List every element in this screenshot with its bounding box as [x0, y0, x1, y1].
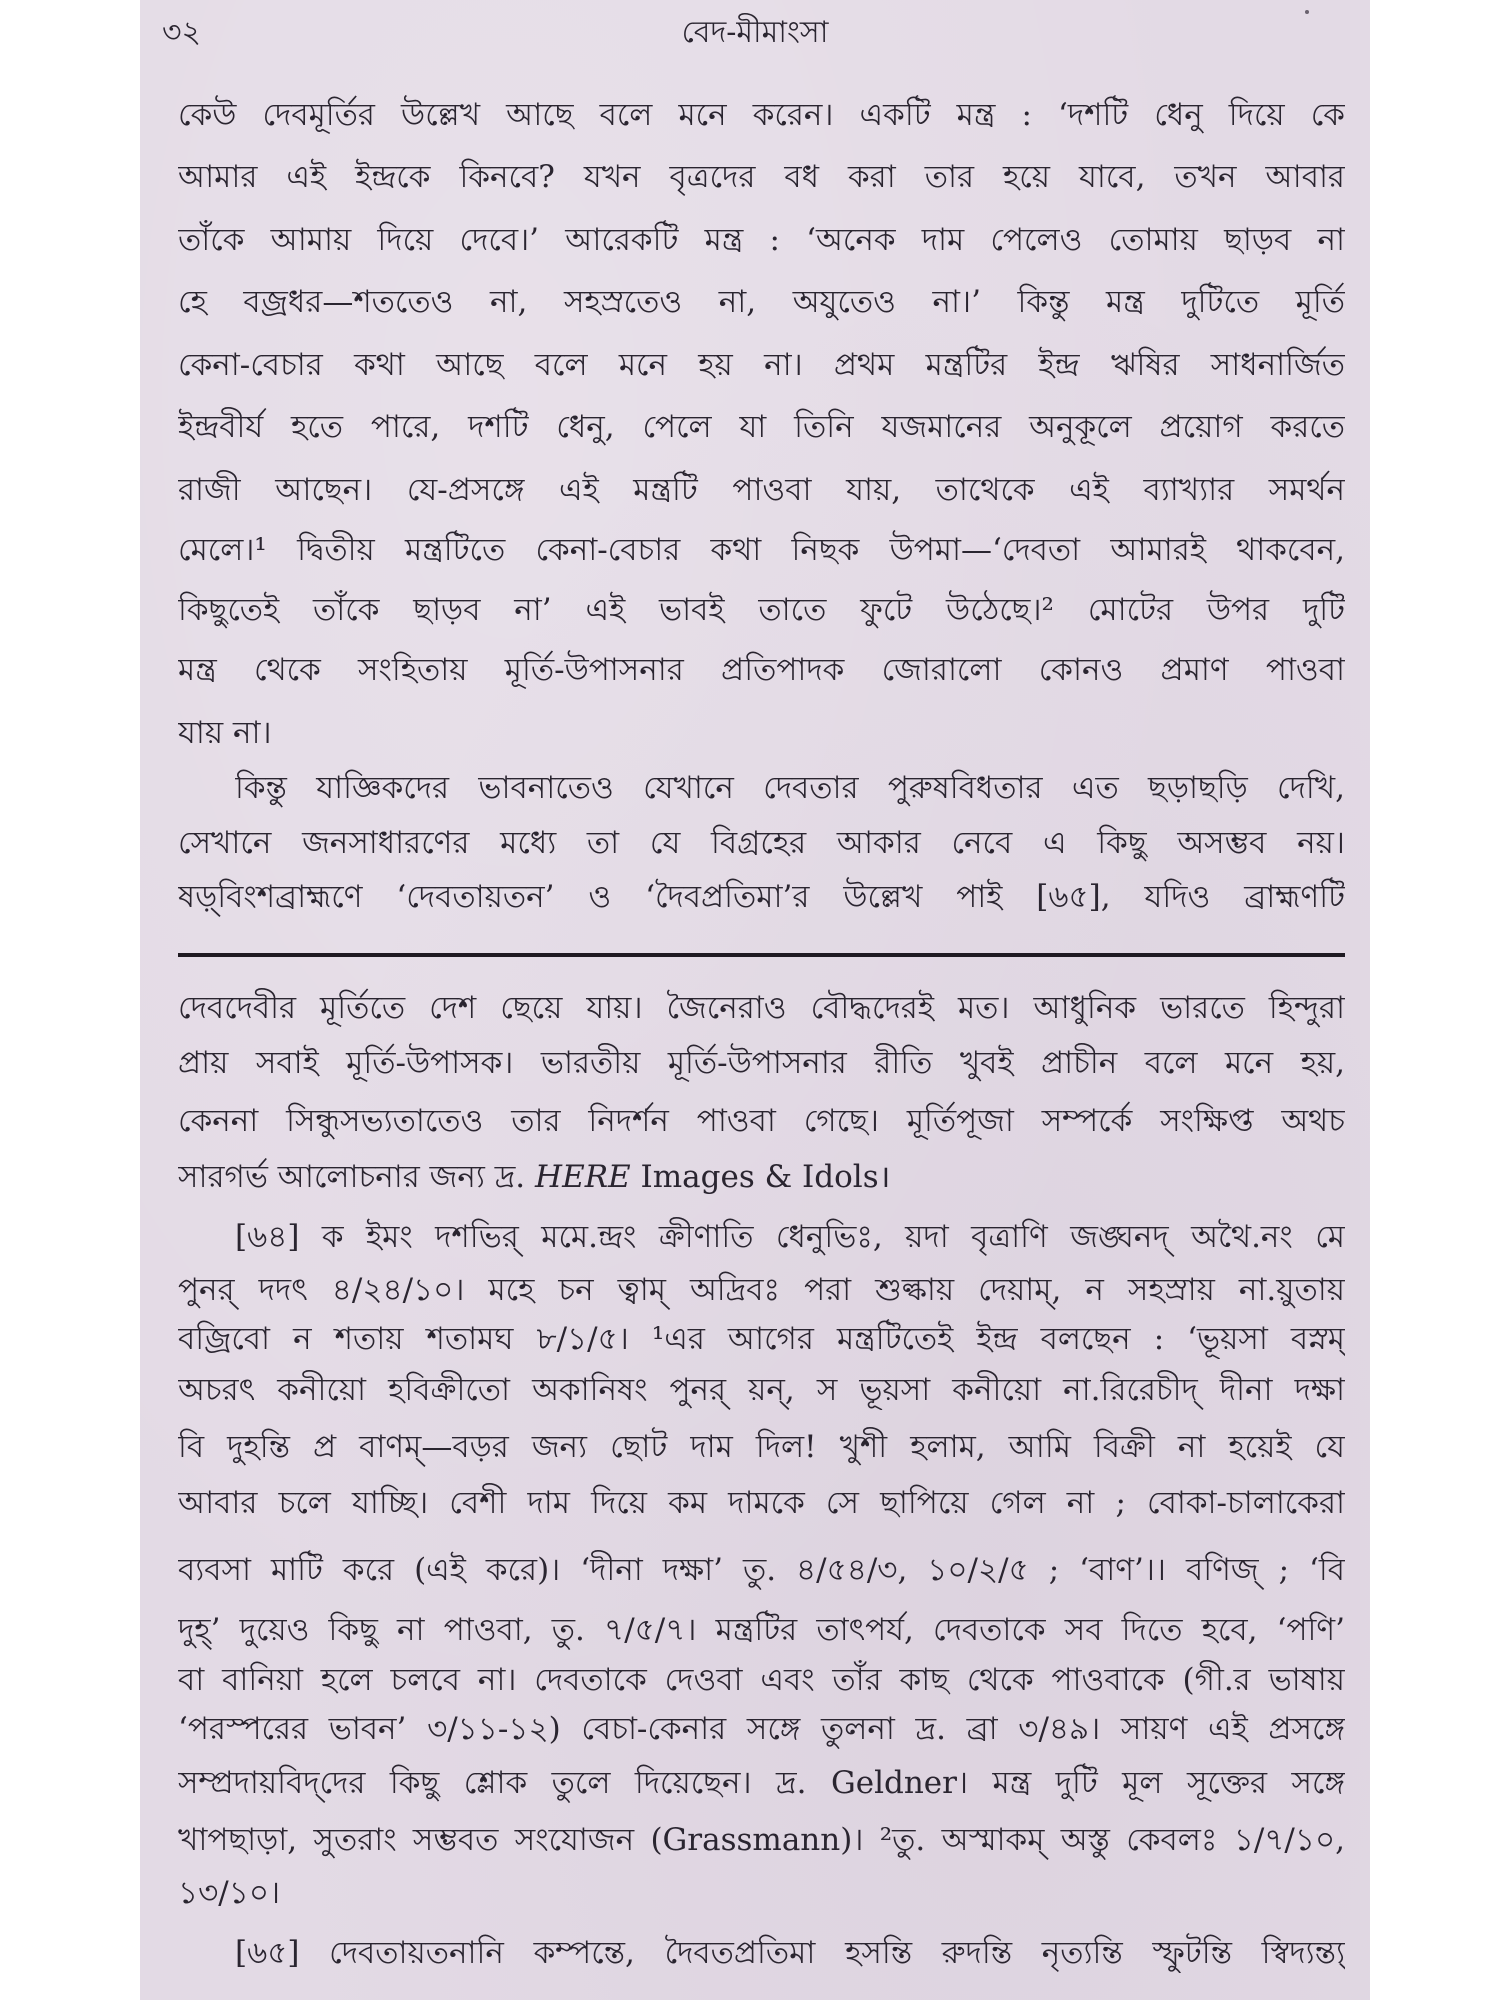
page-number: ৩২: [162, 15, 202, 50]
footnote-line: [৬৫] দেবতায়তনানি কম্পন্তে, দৈবতপ্রতিমা হসন্তি রুদন্তি নৃত্যন্তি স্ফুটন্তি স্বিদ্যন্ত্য্: [235, 1935, 1345, 1971]
footnote-line: ‘পরস্পরের ভাবন’ ৩/১১-১২) বেচা-কেনার সঙ্গে তুলনা দ্র. ব্রা ৩/৪৯। সায়ণ এই প্রসঙ্গে: [178, 1711, 1345, 1747]
footnote-line: সম্প্রদায়বিদ্‌দের কিছু শ্লোক তুলে দিয়েছেন। দ্র. Geldner। মন্ত্র দুটি মূল সূক্তের সঙ্গে: [178, 1765, 1345, 1801]
book-page: [140, 0, 1370, 2000]
footnote-line: ব্যবসা মাটি করে (এই করে)। ‘দীনা দক্ষা’ তু. ৪/৫৪/৩, ১০/২/৫ ; ‘বাণ’।। বণিজ্ ; ‘বি: [178, 1552, 1345, 1588]
text-line: মেলে।¹ দ্বিতীয় মন্ত্রটিতে কেনা-বেচার কথা নিছক উপমা—‘দেবতা আমারই থাকবেন,: [178, 532, 1345, 568]
footnote-line: [178, 1157, 1345, 1197]
text-line: তাঁকে আমায় দিয়ে দেবে।’ আরেকটি মন্ত্র : ‘অনেক দাম পেলেও তোমায় ছাড়ব না: [178, 222, 1345, 258]
running-title: বেদ-মীমাংসা: [681, 15, 829, 50]
footnote-line: কেননা সিন্ধুসভ্যতাতেও তার নিদর্শন পাওবা গেছে। মূর্তিপূজা সম্পর্কে সংক্ষিপ্ত অথচ: [178, 1103, 1345, 1139]
scan-speck: [1305, 10, 1309, 14]
footnote-line: পুনর্ দদৎ ৪/২৪/১০। মহে চন ত্বাম্ অদ্রিবঃ পরা শুল্কায় দেয়াম্, ন সহস্রায় না.য়ুতায়: [178, 1272, 1345, 1308]
text-line: কিন্তু যাজ্ঞিকদের ভাবনাতেও যেখানে দেবতার পুরুষবিধতার এত ছড়াছড়ি দেখি,: [235, 770, 1345, 806]
text-line: রাজী আছেন। যে-প্রসঙ্গে এই মন্ত্রটি পাওবা যায়, তাথেকে এই ব্যাখ্যার সমর্থন: [178, 472, 1345, 508]
footnote-line: দুহ্’ দুয়েও কিছু না পাওবা, তু. ৭/৫/৭। মন্ত্রটির তাৎপর্য, দেবতাকে সব দিতে হবে, ‘পণি’: [178, 1612, 1345, 1648]
text-line: ষড়্‌বিংশব্রাহ্মণে ‘দেবতায়তন’ ও ‘দৈবপ্রতিমা’র উল্লেখ পাই [৬৫], যদিও ব্রাহ্মণটি: [178, 879, 1345, 915]
text-line: মন্ত্র থেকে সংহিতায় মূর্তি-উপাসনার প্রতিপাদক জোরালো কোনও প্রমাণ পাওবা: [178, 652, 1345, 688]
text-line: ইন্দ্রবীর্য হতে পারে, দশটি ধেনু, পেলে যা তিনি যজমানের অনুকূলে প্রয়োগ করতে: [178, 409, 1345, 445]
footnote-line: অচরৎ কনীয়ো হবিক্রীতো অকানিষং পুনর্ য়ন্, স ভূয়সা কনীয়ো না.রিরেচীদ্ দীনা দক্ষা: [178, 1372, 1345, 1408]
text-line: কেনা-বেচার কথা আছে বলে মনে হয় না। প্রথম মন্ত্রটির ইন্দ্র ঋষির সাধনার্জিত: [178, 347, 1345, 383]
reference-title: Images & Idols।: [630, 1159, 891, 1195]
footnote-line: প্রায় সবাই মূর্তি-উপাসক। ভারতীয় মূর্তি-উপাসনার রীতি খুবই প্রাচীন বলে মনে হয়,: [178, 1045, 1345, 1081]
footnote-line: খাপছাড়া, সুতরাং সম্ভবত সংযোজন (Grassmann)। ²তু. অস্মাকম্ অস্তু কেবলঃ ১/৭/১০,: [178, 1822, 1345, 1858]
text-line: কিছুতেই তাঁকে ছাড়ব না’ এই ভাবই তাতে ফুটে উঠেছে।² মোটের উপর দুটি: [178, 592, 1345, 628]
footnote-line: বা বানিয়া হলে চলবে না। দেবতাকে দেওবা এবং তাঁর কাছ থেকে পাওবাকে (গী.র ভাষায়: [178, 1662, 1345, 1698]
text-line: যায় না।: [178, 715, 272, 751]
footnote-line: [৬৪] ক ইমং দশভির্ মমে.ন্দ্রং ক্রীণাতি ধেনুভিঃ, য়দা বৃত্রাণি জঙ্ঘনদ্ অথৈ.নং মে: [235, 1219, 1345, 1255]
reference-title-italic: HERE: [535, 1159, 631, 1195]
footnote-line: ১৩/১০।: [178, 1875, 281, 1911]
text-line: সেখানে জনসাধারণের মধ্যে তা যে বিগ্রহের আকার নেবে এ কিছু অসম্ভব নয়।: [178, 825, 1345, 861]
footnote-divider: [178, 953, 1345, 957]
footnote-line: আবার চলে যাচ্ছি। বেশী দাম দিয়ে কম দামকে সে ছাপিয়ে গেল না ; বোকা-চালাকেরা: [178, 1485, 1345, 1521]
text-line: হে বজ্রধর—শততেও না, সহস্রতেও না, অযুতেও না।’ কিন্তু মন্ত্র দুটিতে মূর্তি: [178, 284, 1345, 320]
footnote-line: দেবদেবীর মূর্তিতে দেশ ছেয়ে যায়। জৈনেরাও বৌদ্ধদেরই মত। আধুনিক ভারতে হিন্দুরা: [178, 990, 1345, 1026]
text-line: কেউ দেবমূর্তির উল্লেখ আছে বলে মনে করেন। একটি মন্ত্র : ‘দশটি ধেনু দিয়ে কে: [178, 97, 1345, 133]
footnote-line: বজ্রিবো ন শতায় শতামঘ ৮/১/৫। ¹এর আগের মন্ত্রটিতেই ইন্দ্র বলছেন : ‘ভূয়সা বস্নম্: [178, 1321, 1345, 1357]
text-line: আমার এই ইন্দ্রকে কিনবে? যখন বৃত্রদের বধ করা তার হয়ে যাবে, তখন আবার: [178, 159, 1345, 195]
footnote-text: সারগর্ভ আলোচনার জন্য দ্র.: [178, 1159, 526, 1195]
footnote-line: বি দুহন্তি প্র বাণম্—বড়র জন্য ছোট দাম দিল! খুশী হলাম, আমি বিক্রী না হয়েই যে: [178, 1429, 1345, 1465]
